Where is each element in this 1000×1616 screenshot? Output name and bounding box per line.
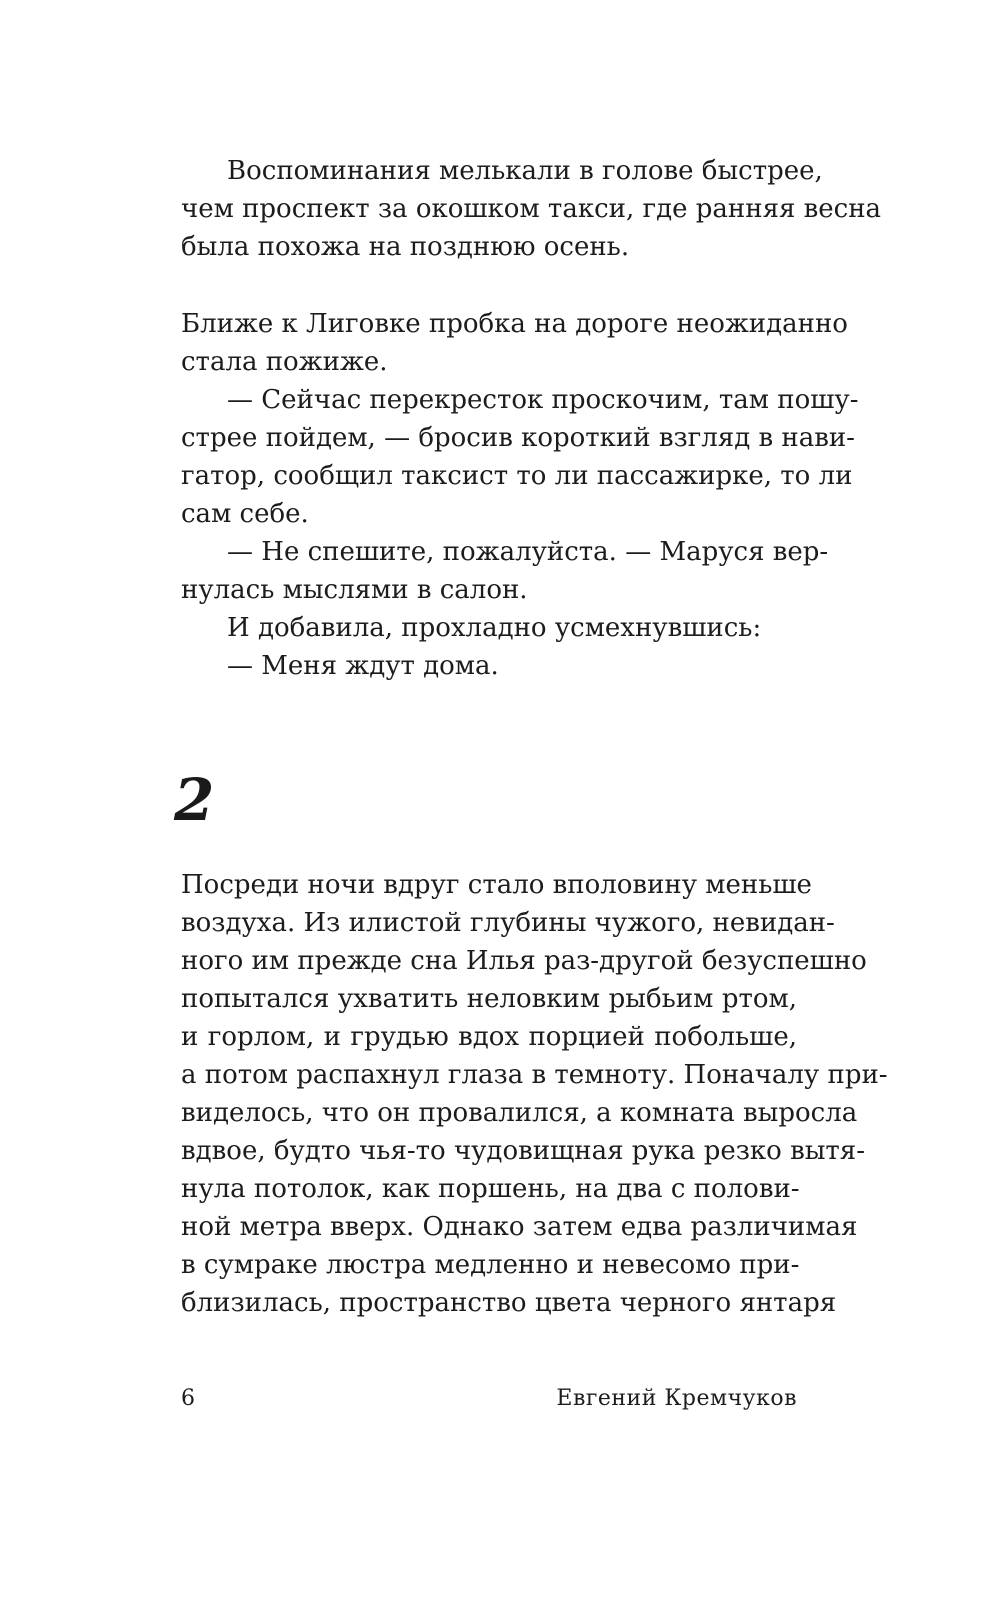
dialogue-line: — Не спешите, пожалуйста. — Маруся вер- [227,537,829,567]
text-line: попытался ухватить неловким рыбьим ртом, [181,984,797,1014]
text-line: ного им прежде сна Илья раз-другой безуспешно [181,946,867,976]
text-line: была похожа на позднюю осень. [181,232,630,262]
text-line: ной метра вверх. Однако затем едва различимая [181,1212,858,1242]
page-number: 6 [181,1386,195,1411]
text-line: близилась, пространство цвета черного янтаря [181,1288,837,1318]
text-line: и горлом, и грудью вдох порцией побольше, [181,1022,797,1052]
chapter-number: 2 [174,766,215,834]
dialogue-line: — Меня ждут дома. [227,651,499,681]
dialogue-line: — Сейчас перекресток проскочим, там пошу- [227,385,859,415]
text-line: И добавила, прохладно усмехнувшись: [227,613,762,643]
text-line: вдвое, будто чья-то чудовищная рука резко вытя- [181,1136,865,1166]
text-line: нулась мыслями в салон. [181,575,528,605]
text-line: гатор, сообщил таксист то ли пассажирке, то ли [181,461,853,491]
text-line: чем проспект за окошком такси, где ранняя весна [181,194,882,224]
text-line: воздуха. Из илистой глубины чужого, невидан- [181,908,835,938]
text-line: стала пожиже. [181,347,388,377]
text-line: Посреди ночи вдруг стало вполовину меньше [181,870,812,900]
text-line: сам себе. [181,499,309,529]
text-line: виделось, что он провалился, а комната выросла [181,1098,858,1128]
text-line: Воспоминания мелькали в голове быстрее, [227,156,823,186]
text-line: в сумраке люстра медленно и невесомо при- [181,1250,800,1280]
text-line: стрее пойдем, — бросив короткий взгляд в нави- [181,423,855,453]
text-line: нула потолок, как поршень, на два с полови- [181,1174,800,1204]
text-line: а потом распахнул глаза в темноту. Поначалу при- [181,1060,888,1090]
text-line: Ближе к Лиговке пробка на дороге неожиданно [181,309,848,339]
running-footer-author: Евгений Кремчуков [556,1386,797,1411]
